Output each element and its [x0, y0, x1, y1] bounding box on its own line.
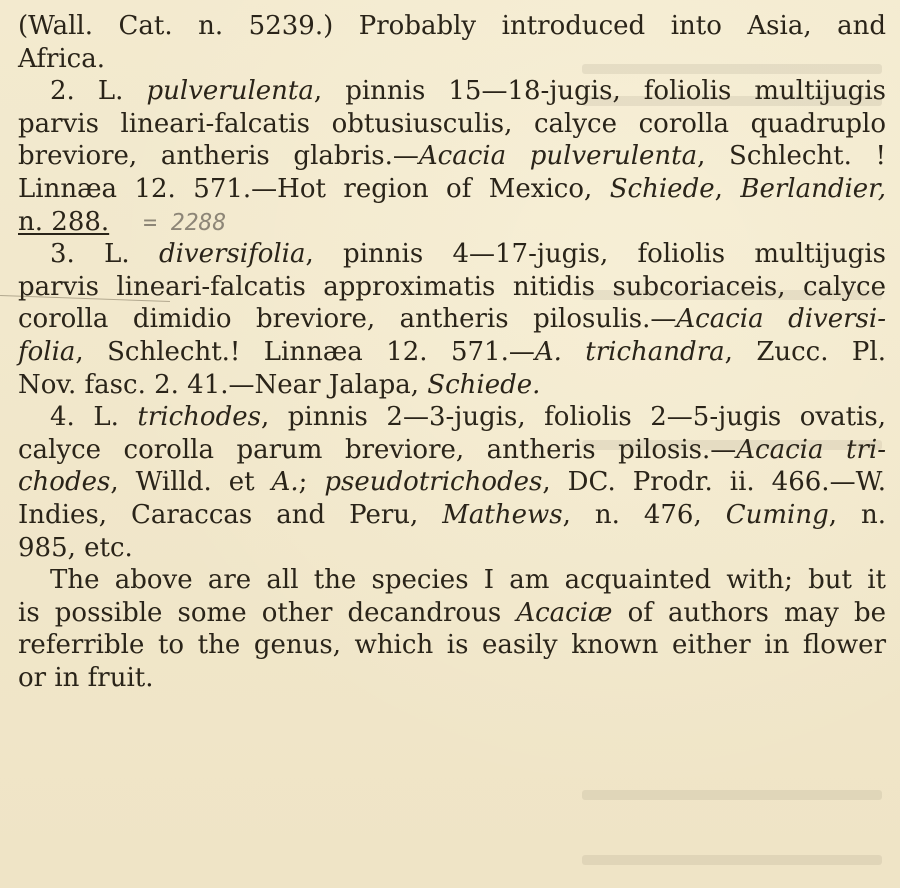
- text-line: folia, Schlecht.! Linnæa 12. 571.—A. trichandra, Zucc. Pl.: [18, 336, 886, 367]
- handwritten-annotation: = 2288: [143, 209, 227, 236]
- closing-paragraph: The above are all the species I am acquainted with; but it: [50, 565, 886, 596]
- text-line: Linnæa 12. 571.—Hot region of Mexico, Schiede, Berlandier,: [18, 173, 887, 204]
- text-line: (Wall. Cat. n. 5239.) Probably introduced into Asia, and: [18, 11, 886, 41]
- text-line: is possible some other decandrous Acaciæ of authors may be: [18, 597, 887, 628]
- species-entry-2: 2. L. pulverulenta, pinnis 15—18-jugis, foliolis multijugis: [50, 76, 886, 107]
- text-line: Nov. fasc. 2. 41.—Near Jalapa, Schiede.: [18, 369, 541, 400]
- text-line: breviore, antheris glabris.—Acacia pulverulenta, Schlecht. !: [18, 141, 886, 172]
- text-line: Indies, Caraccas and Peru, Mathews, n. 476, Cuming, n.: [18, 499, 886, 530]
- text-line: calyce corolla parum breviore, antheris pilosis.—Acacia tri-: [18, 434, 886, 465]
- text-line: or in fruit.: [18, 662, 154, 693]
- text-line: n. 288. = 2288: [18, 206, 227, 237]
- text-line: 985, etc.: [18, 532, 133, 563]
- text-line: Africa.: [18, 43, 106, 74]
- text-line: chodes, Willd. et A.; pseudotrichodes, DC. Prodr. ii. 466.—W.: [18, 467, 887, 498]
- text-line: referrible to the genus, which is easily known either in flower: [18, 630, 886, 661]
- text-line: parvis lineari-falcatis approximatis nitidis subcoriaceis, calyce: [18, 271, 886, 302]
- text-line: parvis lineari-falcatis obtusiusculis, calyce corolla quadruplo: [18, 108, 886, 139]
- text-line: corolla dimidio breviore, antheris pilosulis.—Acacia diversi-: [18, 304, 886, 335]
- species-entry-4: 4. L. trichodes, pinnis 2—3-jugis, foliolis 2—5-jugis ovatis,: [50, 402, 886, 433]
- species-entry-3: 3. L. diversifolia, pinnis 4—17-jugis, foliolis multijugis: [50, 239, 886, 270]
